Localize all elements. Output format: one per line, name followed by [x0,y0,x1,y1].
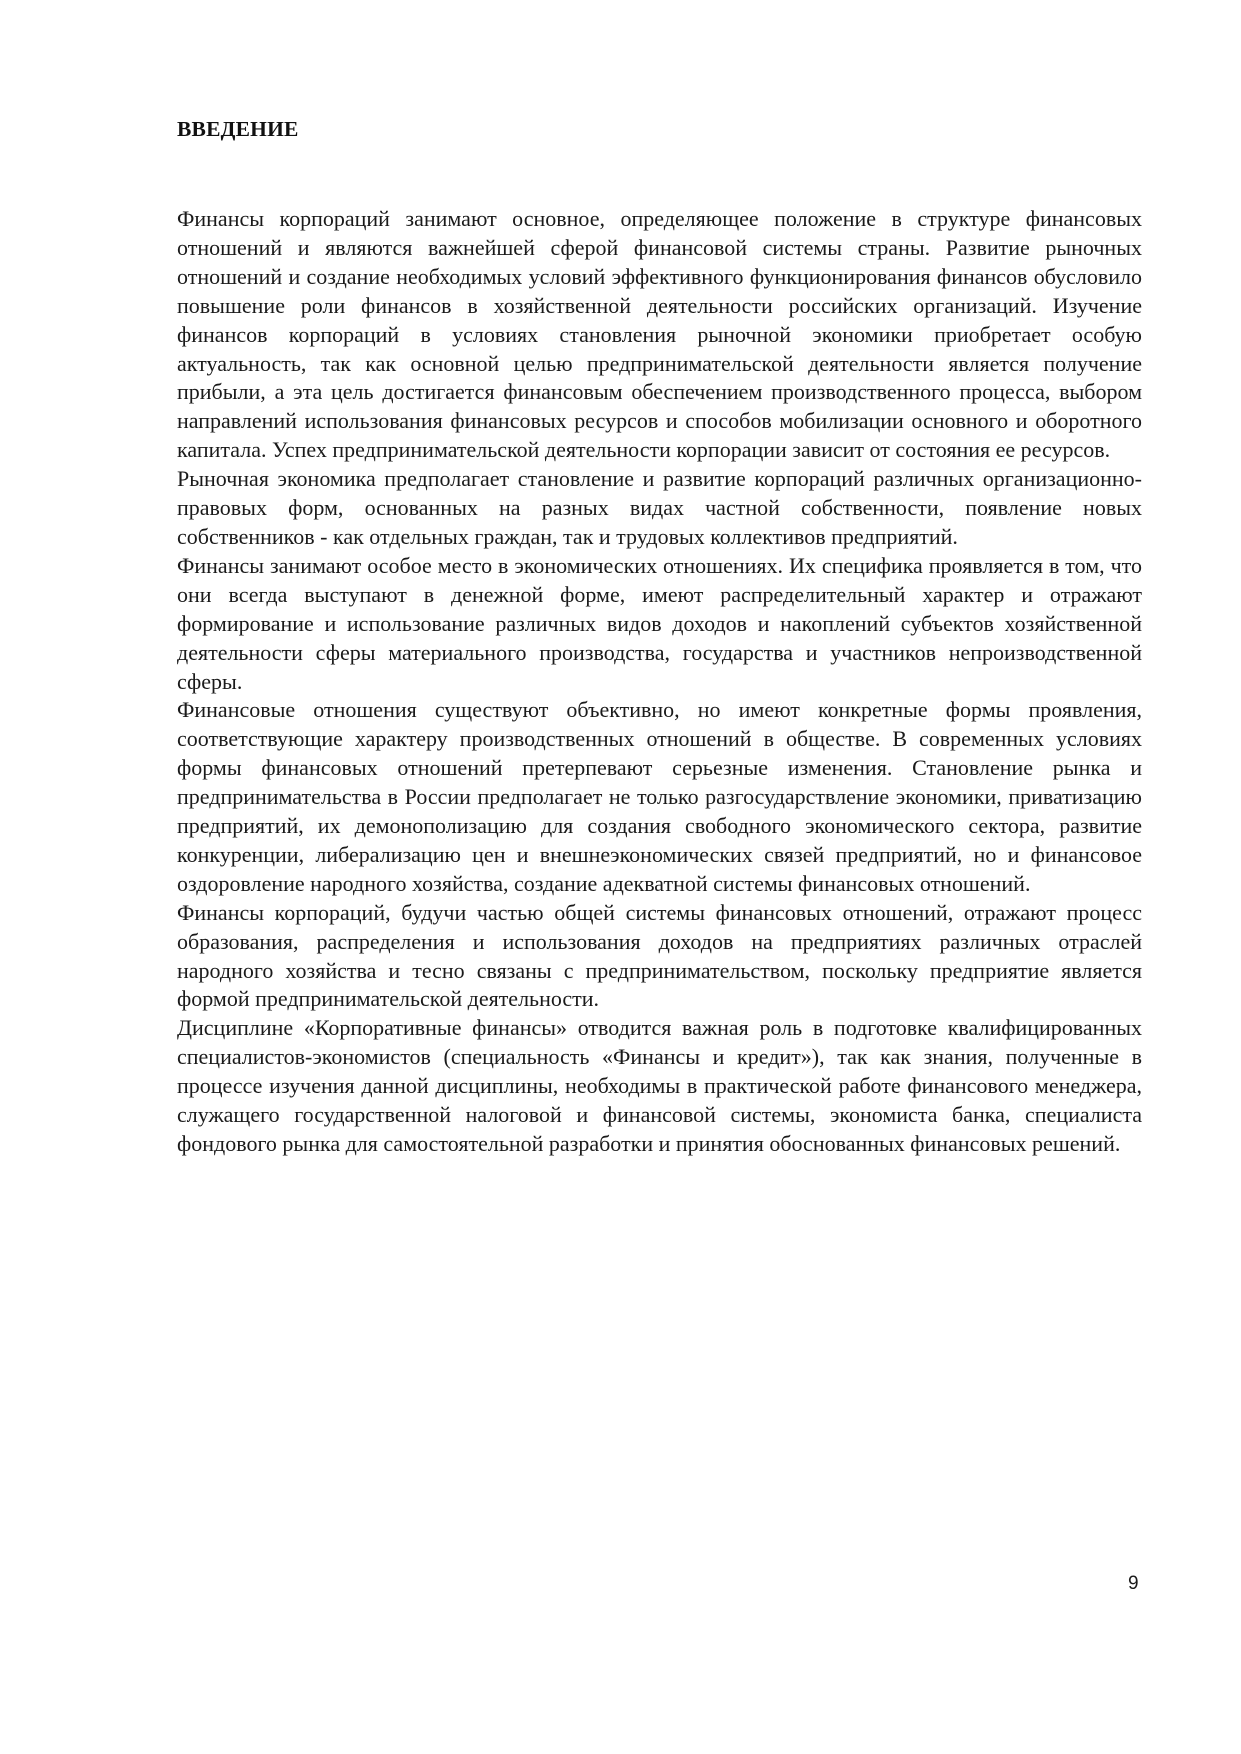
paragraph: Финансы корпораций занимают основное, определяющее положение в структуре финансовых отношений и являются важнейшей сферой финансовой системы страны. Развитие рыночных отношений и создание необходимых условий эффективного функционирования финансов обусловило повышение роли финансов в хозяйственной деятельности российских организаций. Изучение финансов корпораций в условиях становления рыночной экономики приобретает особую актуальность, так как основной целью предпринимательской деятельности является получение прибыли, а эта цель достигается финансовым обеспечением производственного процесса, выбором направлений использования финансовых ресурсов и способов мобилизации основного и оборотного капитала. Успех предпринимательской деятельности корпорации зависит от состояния ее ресурсов. [177,206,1142,463]
section-heading: ВВЕДЕНИЕ [177,117,299,141]
body-text [177,205,1142,1159]
page-number: 9 [1128,1573,1139,1594]
paragraph: Дисциплине «Корпоративные финансы» отводится важная роль в подготовке квалифицированных специалистов-экономистов (специальность «Финансы и кредит»), так как знания, полученные в процессе изучения данной дисциплины, необходимы в практической работе финансового менеджера, служащего государственной налоговой и финансовой системы, экономиста банка, специалиста фондового рынка для самостоятельной разработки и принятия обоснованных финансовых решений. [177,1015,1142,1156]
paragraph: Рыночная экономика предполагает становление и развитие корпораций различных организационно-правовых форм, основанных на разных видах частной собственности, появление новых собственников - как отдельных граждан, так и трудовых коллективов предприятий. [177,466,1142,549]
paragraph: Финансовые отношения существуют объективно, но имеют конкретные формы проявления, соответствующие характеру производственных отношений в обществе. В современных условиях формы финансовых отношений претерпевают серьезные изменения. Становление рынка и предпринимательства в России предполагает не только разгосударствление экономики, приватизацию предприятий, их демонополизацию для создания свободного экономического сектора, развитие конкуренции, либерализацию цен и внешнеэкономических связей предприятий, но и финансовое оздоровление народного хозяйства, создание адекватной системы финансовых отношений. [177,697,1142,896]
paragraph: Финансы корпораций, будучи частью общей системы финансовых отношений, отражают процесс образования, распределения и использования доходов на предприятиях различных отраслей народного хозяйства и тесно связаны с предпринимательством, поскольку предприятие является формой предпринимательской деятельности. [177,899,1142,1012]
paragraph: Финансы занимают особое место в экономических отношениях. Их специфика проявляется в том, что они всегда выступают в денежной форме, имеют распределительный характер и отражают формирование и использование различных видов доходов и накоплений субъектов хозяйственной деятельности сферы материального производства, государства и участников непроизводственной сферы. [177,552,1142,694]
